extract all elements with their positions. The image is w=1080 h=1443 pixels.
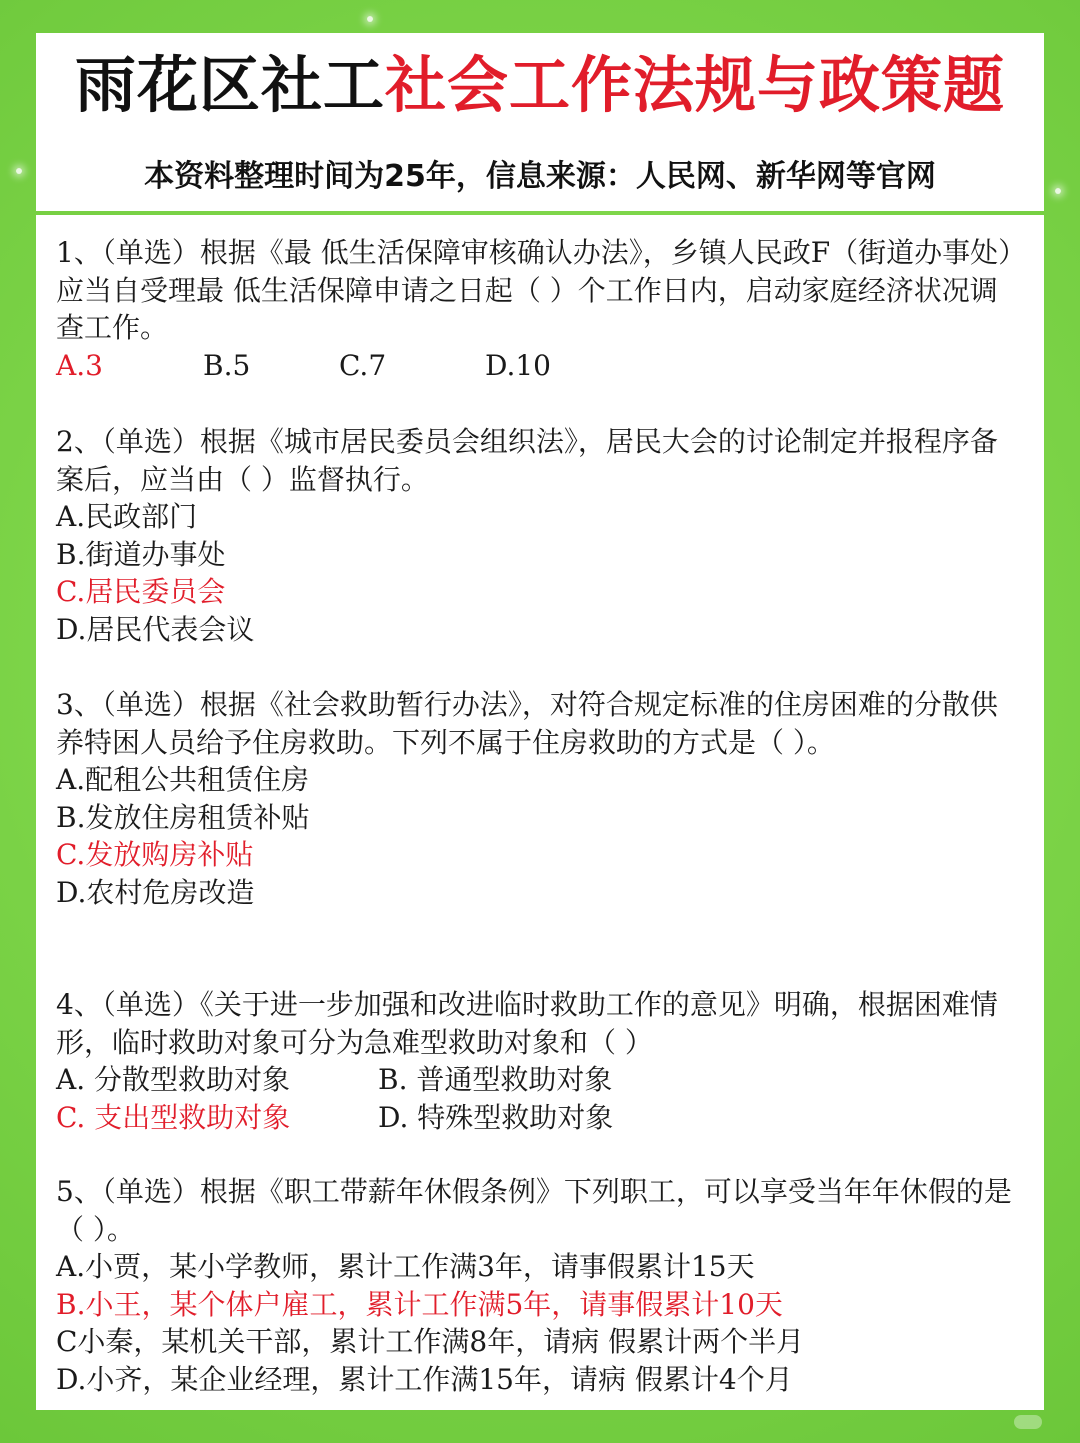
option-b: B.5 xyxy=(203,348,251,382)
option-a: A.配租公共租赁住房 xyxy=(56,763,310,796)
option-c: C小秦，某机关干部，累计工作满8年，请病 假累计两个半月 xyxy=(56,1325,805,1358)
option-b: B.小王，某个体户雇工，累计工作满5年，请事假累计10天 xyxy=(56,1287,783,1321)
options-row xyxy=(56,347,1018,385)
option-b: B. 普通型救助对象 xyxy=(378,1063,613,1096)
question-3 xyxy=(56,686,1018,911)
option-c: C.发放购房补贴 xyxy=(56,838,254,871)
option-d: D. 特殊型救助对象 xyxy=(378,1100,614,1134)
question-text: 1、（单选）根据《最 低生活保障审核确认办法》，乡镇人民政F（街道办事处）应当自受理最 低生活保障申请之日起（ ）个工作日内，启动家庭经济状况调查工作。 xyxy=(56,236,1013,344)
option-a: A.3 xyxy=(56,348,103,382)
option-a: A.民政部门 xyxy=(56,500,198,533)
question-1 xyxy=(56,234,1018,384)
sparkle-decoration xyxy=(367,16,373,22)
option-c: C. 支出型救助对象 xyxy=(56,1100,291,1134)
question-4 xyxy=(56,986,1018,1136)
header-card xyxy=(36,33,1044,211)
watermark-mark xyxy=(1014,1415,1042,1429)
title-black-part: 雨花区社工 xyxy=(74,50,385,121)
option-c: C.居民委员会 xyxy=(56,575,226,608)
option-c: C.7 xyxy=(339,348,387,382)
question-text: 3、（单选）根据《社会救助暂行办法》，对符合规定标准的住房困难的分散供养特困人员给予住房救助。下列不属于住房救助的方式是（ ）。 xyxy=(56,688,998,759)
sparkle-decoration xyxy=(16,168,22,174)
option-a: A. 分散型救助对象 xyxy=(56,1063,291,1096)
options-row xyxy=(56,1099,1018,1137)
question-text: 5、（单选）根据《职工带薪年休假条例》下列职工，可以享受当年年休假的是（ ）。 xyxy=(56,1175,1012,1246)
option-d: D.10 xyxy=(485,348,551,382)
sparkle-decoration xyxy=(1055,188,1061,194)
options-row xyxy=(56,1061,1018,1099)
option-a: A.小贾，某小学教师，累计工作满3年，请事假累计15天 xyxy=(56,1250,755,1283)
page-title xyxy=(36,50,1044,121)
title-red-part: 社会工作法规与政策题 xyxy=(385,50,1006,121)
question-text: 4、（单选）《关于进一步加强和改进临时救助工作的意见》明确，根据困难情形，临时救助对象可分为急难型救助对象和（ ） xyxy=(56,988,998,1059)
option-d: D.小齐，某企业经理，累计工作满15年，请病 假累计4个月 xyxy=(56,1362,793,1396)
question-5 xyxy=(56,1173,1018,1398)
option-d: D.居民代表会议 xyxy=(56,612,255,646)
question-text: 2、（单选）根据《城市居民委员会组织法》，居民大会的讨论制定并报程序备案后，应当由（ ）监督执行。 xyxy=(56,425,998,496)
page-subtitle: 本资料整理时间为25年，信息来源：人民网、新华网等官网 xyxy=(144,159,936,194)
option-b: B.街道办事处 xyxy=(56,537,226,571)
option-b: B.发放住房租赁补贴 xyxy=(56,800,310,834)
question-2 xyxy=(56,423,1018,648)
option-d: D.农村危房改造 xyxy=(56,875,255,909)
questions-card xyxy=(36,215,1044,1410)
